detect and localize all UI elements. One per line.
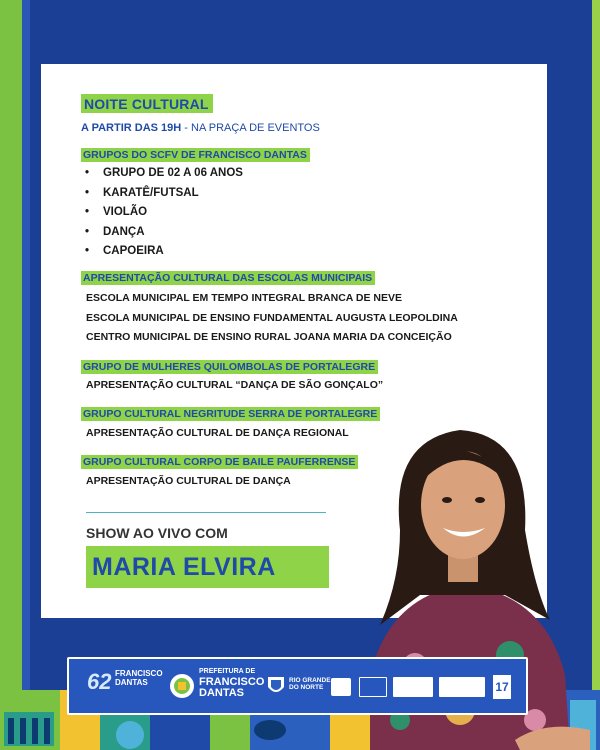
city-logo: FRANCISCO DANTAS: [115, 669, 163, 687]
partner-logo-2: [393, 677, 433, 697]
badge-17-logo: 17: [493, 675, 511, 699]
event-subtitle: [81, 122, 320, 134]
event-title: NOITE CULTURAL: [81, 94, 213, 113]
section-heading-negritude: GRUPO CULTURAL NEGRITUDE SERRA DE PORTALEGRE: [81, 407, 380, 421]
partner-logo-3: [439, 677, 485, 697]
prefeitura-logo: PREFEITURA DE FRANCISCO DANTAS: [199, 668, 265, 699]
section-heading-pauferrense: GRUPO CULTURAL CORPO DE BAILE PAUFERRENSE: [81, 455, 358, 469]
state-crest-icon: [267, 675, 285, 697]
scfv-list: [85, 164, 243, 262]
rn-seal-icon: [331, 678, 351, 696]
list-item: • KARATÊ/FUTSAL: [85, 186, 199, 199]
artist-name: MARIA ELVIRA: [86, 546, 329, 588]
section-heading-schools: APRESENTAÇÃO CULTURAL DAS ESCOLAS MUNICIPAIS: [81, 271, 375, 285]
show-label: SHOW AO VIVO COM: [86, 525, 228, 541]
school-line: ESCOLA MUNICIPAL DE ENSINO FUNDAMENTAL AUGUSTA LEOPOLDINA: [86, 312, 458, 324]
pauferrense-line: APRESENTAÇÃO CULTURAL DE DANÇA: [86, 475, 291, 487]
partner-logo-1: [359, 677, 387, 697]
negritude-line: APRESENTAÇÃO CULTURAL DE DANÇA REGIONAL: [86, 427, 349, 439]
event-place: - NA PRAÇA DE EVENTOS: [181, 122, 320, 134]
event-time: A PARTIR DAS 19H: [81, 122, 182, 134]
school-line: ESCOLA MUNICIPAL EM TEMPO INTEGRAL BRANCA DE NEVE: [86, 292, 402, 304]
left-blue-stripe: [22, 0, 30, 750]
city-crest-icon: [169, 673, 195, 699]
list-item: • DANÇA: [85, 225, 145, 238]
divider: [86, 512, 326, 513]
list-item: • CAPOEIRA: [85, 245, 164, 257]
list-item: • GRUPO DE 02 A 06 ANOS: [85, 167, 243, 179]
section-heading-scfv: GRUPOS DO SCFV DE FRANCISCO DANTAS: [81, 148, 310, 162]
anniversary-logo: 62: [87, 669, 112, 694]
rn-government-logo: RIO GRANDE DO NORTE: [289, 677, 331, 691]
sponsor-logo-bar: [67, 657, 528, 715]
list-item: • VIOLÃO: [85, 206, 148, 218]
quilombolas-line: APRESENTAÇÃO CULTURAL “DANÇA DE SÃO GONÇALO”: [86, 379, 384, 391]
school-line: CENTRO MUNICIPAL DE ENSINO RURAL JOANA MARIA DA CONCEIÇÃO: [86, 331, 452, 343]
left-green-stripe: [0, 0, 22, 750]
section-heading-quilombolas: GRUPO DE MULHERES QUILOMBOLAS DE PORTALEGRE: [81, 360, 378, 374]
